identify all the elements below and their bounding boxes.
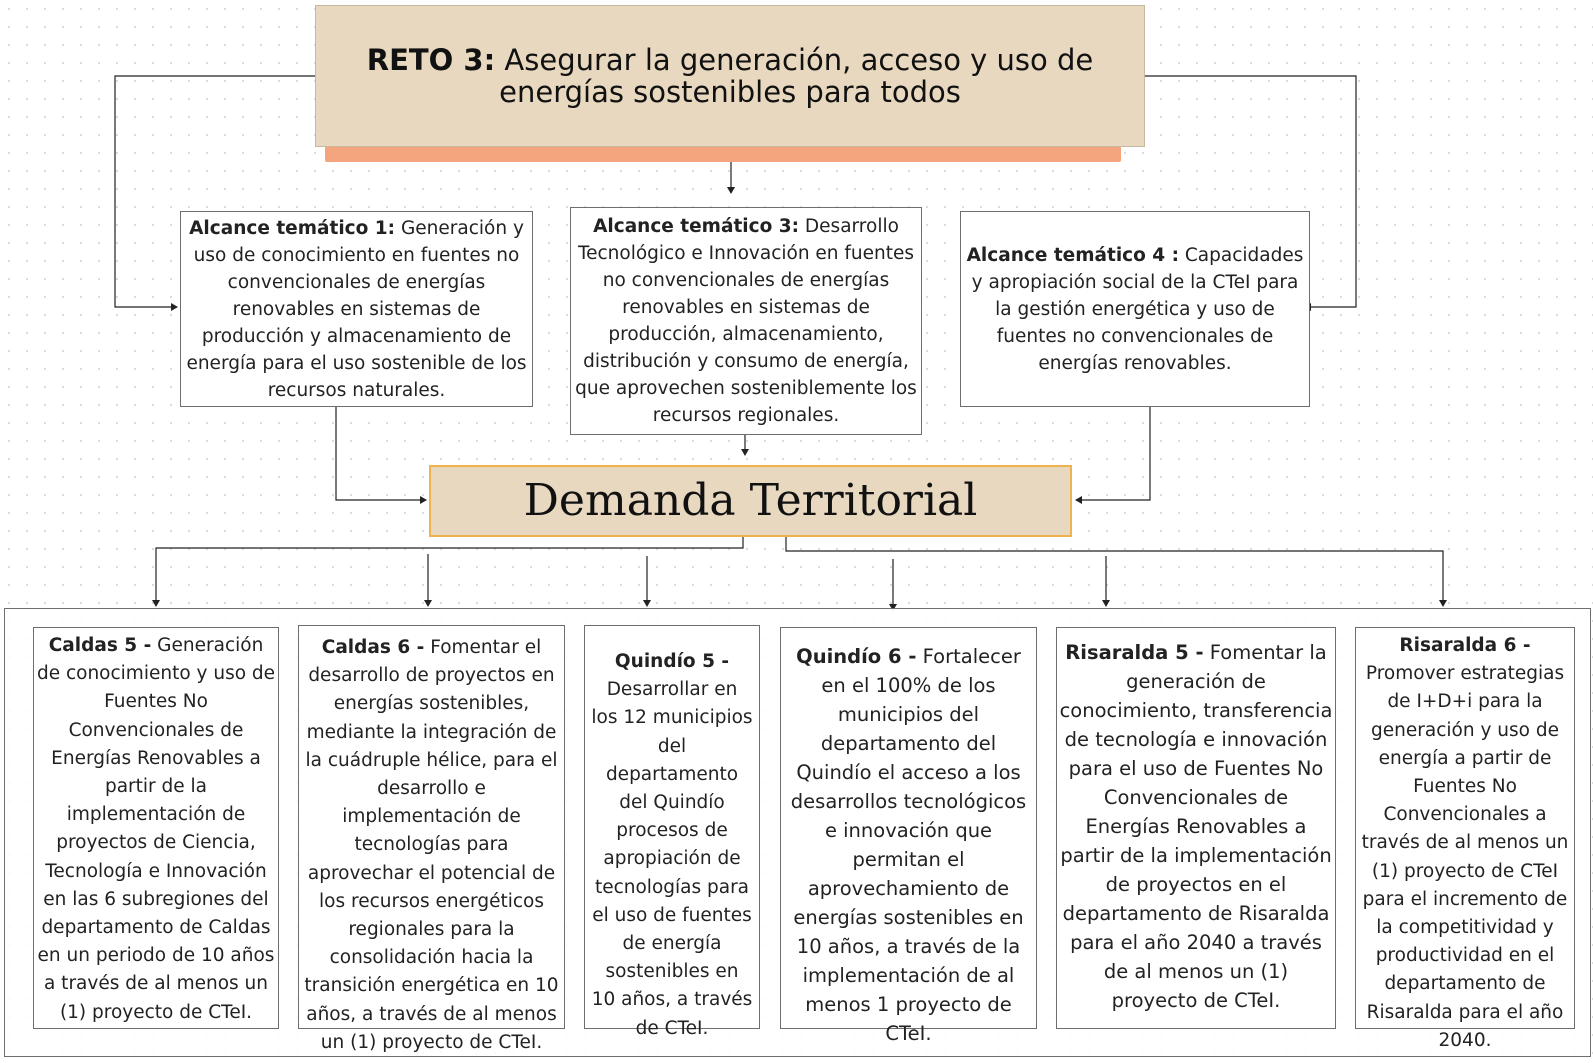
challenge-label: RETO 3: (366, 43, 496, 77)
goal-caldas-6 (298, 625, 565, 1053)
demand-territorial-box (429, 465, 1072, 537)
goal-risaralda-5-label: Risaralda 5 - (1065, 641, 1204, 664)
alcance-1-label: Alcance temático 1: (189, 217, 396, 239)
goal-risaralda-6 (1355, 627, 1575, 1051)
goal-quindio-6 (780, 627, 1037, 1045)
goal-caldas-6-text: Fomentar el desarrollo de proyectos en energías sostenibles, mediante la integración de la cuádruple hélice, para el desarrollo e implementación de tecnologías para aprovechar el potencial de los recursos energéticos regionales para la consolidación hacia la transición energética en 10 años, a través de al menos un (1) proyecto de CTeI. (304, 637, 559, 1053)
goal-quindio-6-text: Fortalecer en el 100% de los municipios del departamento del Quindío el acceso a los desarrollos tecnológicos e innovación que permitan el aprovechamiento de energías sostenibles en 10 años, a través de la implementación de al menos 1 proyecto de CTeI. (790, 645, 1027, 1045)
alcance-box-1 (180, 211, 533, 407)
goal-quindio-6-label: Quindío 6 - (796, 645, 917, 668)
title-shadow (325, 146, 1121, 162)
goal-risaralda-5-text: Fomentar la generación de conocimiento, transferencia de tecnología e innovación para el uso de Fuentes No Convencionales de Energías Renovables a partir de la implementación de proyectos en el departamento de Risaralda para el año 2040 a través de al menos un (1) proyecto de CTeI. (1059, 641, 1333, 1012)
challenge-title-box (315, 5, 1145, 147)
alcance-3-label: Alcance temático 3: (593, 216, 800, 237)
alcance-box-4 (960, 211, 1310, 407)
connector-demand-right (786, 534, 1443, 606)
connector-demand-left (156, 537, 743, 606)
challenge-title-text-1: Asegurar la generación, acceso y uso de (504, 43, 1094, 77)
goal-caldas-5-label: Caldas 5 - (48, 635, 152, 656)
goal-quindio-5 (584, 625, 760, 1039)
alcance-4-text: Capacidades y apropiación social de la CTeI para la gestión energética y uso de fuentes no convencionales de energías renovables. (971, 244, 1304, 374)
demand-territorial-label: Demanda Territorial (523, 475, 978, 526)
connector-alcance1-demand (336, 406, 426, 500)
challenge-title-line-1 (367, 44, 1094, 76)
goal-caldas-5 (33, 627, 279, 1029)
goal-risaralda-6-text: Promover estrategias de I+D+i para la generación y uso de energía a partir de Fuentes No Convencionales a través de al menos un (1) proyecto de CTeI para el incremento de la competitividad y productividad en el departamento de Risaralda para el año 2040. (1361, 663, 1569, 1051)
goal-risaralda-6-label: Risaralda 6 - (1399, 635, 1531, 656)
alcance-3-text: Desarrollo Tecnológico e Innovación en fuentes no convencionales de energías renovables en sistemas de producción, almacenamiento, distribución y consumo de energía, que aprovechen sosteniblemente los recursos regionales. (575, 216, 917, 426)
alcance-1-text: Generación y uso de conocimiento en fuentes no convencionales de energías renovables en sistemas de producción y almacenamiento de energía para el uso sostenible de los recursos naturales. (186, 217, 527, 401)
connector-alcance4-demand (1076, 406, 1150, 500)
alcance-4-label: Alcance temático 4 : (966, 244, 1179, 266)
alcance-box-3 (570, 207, 922, 435)
goal-quindio-5-label: Quindío 5 - (614, 651, 730, 672)
goal-caldas-5-text: Generación de conocimiento y uso de Fuentes No Convencionales de Energías Renovables a partir de la implementación de proyectos de Ciencia, Tecnología e Innovación en las 6 subregiones del departamento de Caldas en un periodo de 10 años a través de al menos un (1) proyecto de CTeI. (36, 635, 276, 1023)
challenge-title-line-2: energías sostenibles para todos (499, 75, 961, 109)
goal-caldas-6-label: Caldas 6 - (321, 637, 425, 658)
goal-risaralda-5 (1056, 627, 1336, 1029)
goal-quindio-5-text: Desarrollar en los 12 municipios del departamento del Quindío procesos de apropiación de tecnologías para el uso de fuentes de energía sostenibles en 10 años, a través de CTeI. (591, 679, 753, 1039)
